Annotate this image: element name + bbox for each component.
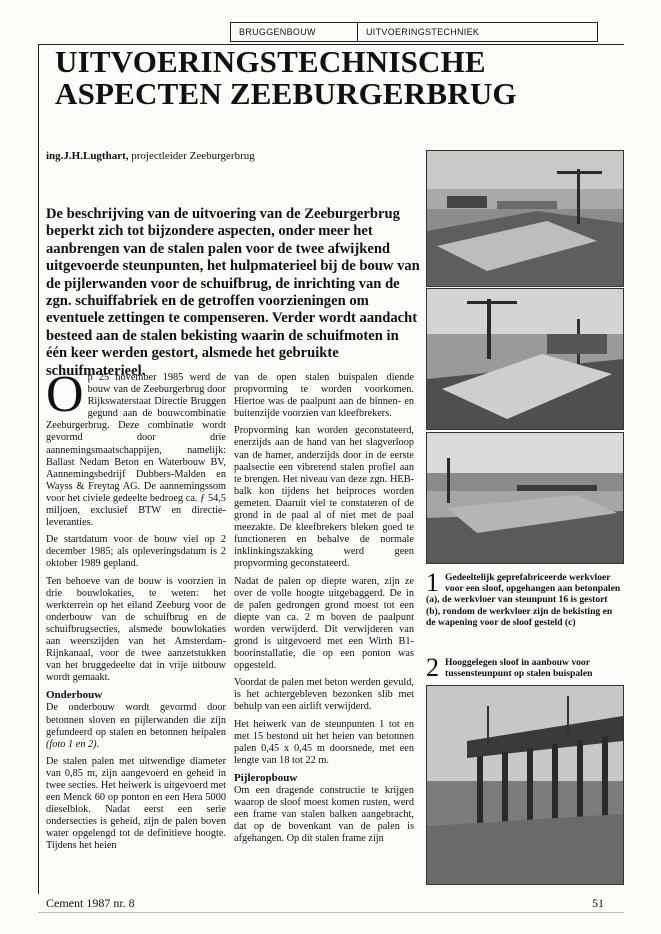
photo-construction-site-2 xyxy=(426,288,624,430)
lead-paragraph: De beschrijving van de uitvoering van de Zeeburgerbrug beperkt zich tot bijzondere aspecten, onder meer het aanbrengen van de stalen palen voor de twee afwijkend uitgevoerde steunpunten, het hulpmaterieel bij de bouw van de pijlerwanden voor de schuifbrug, de inrichting van de zgn. schuiffabriek en de getroffen voorzieningen om eventuele zettingen te compenseren. Verder wordt aandacht besteed aan de stalen bekisting waarin de schuifmoten in één keer werden gestort, alsmede het gebruikte schuifmaterieel. xyxy=(46,206,420,379)
section-tag-bruggenbouw: BRUGGENBOUW xyxy=(231,23,358,41)
paragraph-text: De onderbouw wordt gevormd door betonnen sloven en pijlerwanden die zijn gefundeerd op stalen en betonnen heipalen xyxy=(46,702,226,738)
title-line-2: ASPECTEN ZEEBURGERBRUG xyxy=(55,76,517,111)
article-title xyxy=(55,46,615,110)
publication-info: Cement 1987 nr. 8 xyxy=(46,896,135,910)
photo-reference: (foto 1 en 2). xyxy=(46,738,100,750)
photo-construction-site-1 xyxy=(426,150,624,287)
paragraph: Om een dragende constructie te krijgen waarop de sloof moest komen rusten, werd een frame van stalen balken aangebracht, dat op de bovenkant van de palen is afgehangen. Op dit stalen frame zijn xyxy=(234,785,414,845)
photo-construction-site-3 xyxy=(426,432,624,564)
author-line xyxy=(46,150,255,162)
page-number: 51 xyxy=(592,896,604,910)
paragraph: De stalen palen met uitwendige diameter van 0,85 m, zijn aangevoerd en geheid in twee secties. Het heiwerk is uitgevoerd met een Menck 60 op ponton en een Hera 5000 dieselblok. Nadat eerst een serie ondersecties is geheid, zijn de palen boven water opgelengd tot de definitieve hoogte. Tijdens het heien xyxy=(46,755,226,852)
footer-rule xyxy=(38,912,624,913)
body-column-1 xyxy=(46,366,226,858)
intro-paragraph xyxy=(46,366,226,529)
caption-number-2: 2 xyxy=(426,653,439,682)
section-tags xyxy=(230,22,598,42)
caption-1 xyxy=(426,568,622,628)
paragraph: Ten behoeve van de bouw is voorzien in drie bouwlokaties, te weten: het werkterrein op het eiland Zeeburg voor de onderbouw van de schuifbrug en de schuifbrugsecties, alsmede bouwlokaties aan weerszijden van het Amsterdam-Rijnkanaal, voor de twee aanzetstukken van het bruggedeelte dat in vrije uitbouw wordt gemaakt. xyxy=(46,575,226,684)
paragraph: Voordat de palen met beton werden gevuld, is het achtergebleven bezonken slib met behulp van een airlift verwijderd. xyxy=(234,677,414,713)
paragraph xyxy=(46,702,226,750)
caption-text-1: Gedeeltelijk geprefabriceerde werkvloer voor een sloof, opgehangen aan betonpalen (a), de werkvloer van steunpunt 16 is gestort (b), rondom de werkvloer zijn de bekisting en de wapening voor de sloof gesteld (c) xyxy=(426,572,621,628)
author-role: projectleider Zeeburgerbrug xyxy=(128,150,255,162)
caption-2 xyxy=(426,653,622,682)
section-tag-uitvoeringstechniek: UITVOERINGSTECHNIEK xyxy=(366,27,480,37)
author-name: ing.J.H.Lugthart, xyxy=(46,150,129,162)
paragraph: Propvorming kan worden geconstateerd, enerzijds aan de hand van het slagverloop van de hamer, anderzijds door in de eerste paalsectie een vibrerend stalen profiel aan te brengen. Het niveau van deze zgn. HEB-balk kon tijdens het heiproces worden gemeten. Daaruit viel te constateren of de grond in de paal al of niet met de paal meezakte. De kleefbrekers bleken goed te functioneren en behalve de normale inklinkingszakking werd geen propvorming geconstateerd. xyxy=(234,425,414,570)
paragraph: Het heiwerk van de steunpunten 1 tot en met 15 bestond uit het heien van betonnen palen 0,45 x 0,45 m doorsnede, met een lengte van 18 tot 22 m. xyxy=(234,718,414,766)
paragraph: van de open stalen buispalen diende propvorming te worden voorkomen. Hiertoe was de paalpunt aan de binnen- en buitenzijde voorzien van kleefbrekers. xyxy=(234,372,414,420)
subheading-onderbouw: Onderbouw xyxy=(46,689,103,702)
caption-text-2: Hooggelegen sloof in aanbouw voor tussensteunpunt op stalen buispalen xyxy=(445,657,593,680)
paragraph: Nadat de palen op diepte waren, zijn ze over de volle hoogte uitgebaggerd. De in de palen gedrongen grond moest tot een diepte van ca. 2 m boven de paalpunt worden verwijderd. Dit verwijderen van grond is uitgevoerd met een Wirth B1-boorinstallatie, die op een ponton was opgesteld. xyxy=(234,575,414,672)
left-rule xyxy=(38,44,39,894)
paragraph-text: p 25 november 1985 werd de bouw van de Zeeburgerbrug door Rijkswaterstaat Directie Bruggen gegund aan de bouwcombinatie Zeeburgerbrug. Deze combinatie wordt gevormd door drie aannemingsmaatschappijen, namelijk: Ballast Nedam Beton en Waterbouw BV, Aannemingsbedrijf Dubbers-Malden en Wayss & Freytag AG. De aannemingssom voor het civiele gedeelte bedroeg ca. ƒ 54,5 miljoen, exclusief BTW en directie-leveranties. xyxy=(46,372,226,529)
drop-cap: O xyxy=(46,366,84,423)
subheading-pijleropbouw: Pijleropbouw xyxy=(234,771,298,784)
body-column-2 xyxy=(234,372,414,850)
photo-pier-on-piles xyxy=(426,685,624,885)
paragraph: De startdatum voor de bouw viel op 2 december 1985; als opleveringsdatum is 2 oktober 1989 gepland. xyxy=(46,534,226,570)
caption-number-1: 1 xyxy=(426,568,439,597)
title-line-1: UITVOERINGSTECHNISCHE xyxy=(55,44,486,79)
